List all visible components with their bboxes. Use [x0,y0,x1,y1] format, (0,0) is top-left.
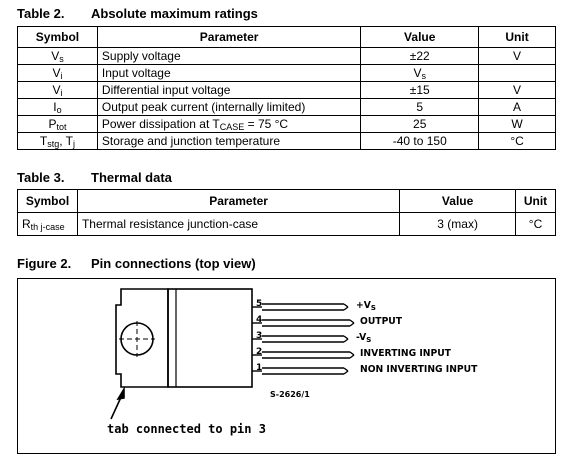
figure2-caption [17,256,256,271]
table3-symbol-cell [18,213,78,236]
pin-label-5-sub: s [370,303,376,313]
value-cell [361,82,479,99]
pin-number-2: 2 [256,347,263,357]
parameter-text: Supply voltage [101,49,181,63]
pin-label-4: OUTPUT [360,316,403,327]
symbol-cell [18,82,98,99]
table3-header-row [18,190,556,213]
table2-number: Table 2. [17,6,65,21]
symbol-sub2: j [73,139,76,149]
parameter-text: Output peak current (internally limited) [101,100,306,114]
value-cell [361,99,479,116]
tab-note: tab connected to pin 3 [107,422,266,436]
parameter-text: Input voltage [101,66,171,80]
table2-header-symbol: Symbol [18,27,98,48]
value-cell [361,48,479,65]
symbol-cell [18,48,98,65]
table-row [18,48,556,65]
unit-cell: A [479,99,556,116]
table-row [18,99,556,116]
figure2-pin-diagram [17,278,556,454]
symbol-sub: i [60,88,63,98]
figure2-number: Figure 2. [17,256,72,271]
symbol-base: T [39,134,48,148]
parameter-cell [97,82,360,99]
table2-header-unit: Unit [479,27,556,48]
value-sub: s [421,71,426,81]
parameter-cell [97,116,360,133]
symbol-base: R [22,217,31,231]
table3-parameter-cell: Thermal resistance junction-case [77,213,399,236]
symbol-sub: s [59,54,64,64]
table2-header-parameter: Parameter [97,27,360,48]
pin-label-3-text: -V [356,332,367,343]
pin-label-5-text: +V [356,300,371,311]
unit-cell: V [479,82,556,99]
table-row [18,116,556,133]
symbol-sub: tot [56,122,67,132]
parameter-cell [97,65,360,82]
parameter-post: = 75 °C [244,117,289,131]
symbol-cell [18,116,98,133]
value-text: 25 [413,117,427,131]
table2-title: Absolute maximum ratings [91,6,258,21]
symbol-cell [18,65,98,82]
symbol-sub: i [60,71,63,81]
symbol-extra: , T [59,134,74,148]
table-row [18,82,556,99]
value-cell [361,133,479,150]
drawing-code: S-2626/1 [270,390,310,399]
pin-number-5: 5 [256,299,263,309]
pin-label-3-sub: s [366,335,372,345]
symbol-base: I [53,100,57,114]
unit-cell [479,65,556,82]
value-cell [361,116,479,133]
table3-header-parameter: Parameter [77,190,399,213]
value-text: V [413,66,422,80]
parameter-text: Power dissipation at T [101,117,220,131]
parameter-sub: CASE [219,122,245,132]
symbol-sub: o [56,105,62,115]
parameter-text: Storage and junction temperature [101,134,281,148]
value-text: ±15 [409,83,430,97]
table3-number: Table 3. [17,170,65,185]
pin-label-1: NON INVERTING INPUT [360,364,478,375]
symbol-base: V [52,83,61,97]
table2-header-row [18,27,556,48]
pin-number-4: 4 [256,315,263,325]
unit-cell: °C [479,133,556,150]
table-row [18,213,556,236]
symbol-base: P [48,117,57,131]
symbol-cell [18,133,98,150]
table2-header-value: Value [361,27,479,48]
table3-title: Thermal data [91,170,172,185]
figure2-title: Pin connections (top view) [91,256,256,271]
table2-absolute-max-ratings [17,26,556,150]
table3-header-value: Value [400,190,516,213]
table-row [18,65,556,82]
parameter-text: Differential input voltage [101,83,231,97]
unit-cell: W [479,116,556,133]
table2-caption [17,6,258,21]
value-text: -40 to 150 [392,134,447,148]
table3-value-cell: 3 (max) [400,213,516,236]
pin-number-3: 3 [256,331,263,341]
table3-header-unit: Unit [516,190,556,213]
parameter-cell [97,99,360,116]
pin-label-3 [356,332,371,343]
symbol-cell [18,99,98,116]
symbol-sub: stg [47,139,60,149]
table-row [18,133,556,150]
table3-caption [17,170,172,185]
parameter-cell [97,133,360,150]
value-cell [361,65,479,82]
symbol-base: V [51,49,60,63]
value-text: 5 [416,100,424,114]
symbol-sub: th j-case [30,222,65,232]
pin-number-1: 1 [256,363,263,373]
symbol-base: V [52,66,61,80]
unit-cell: V [479,48,556,65]
pin-label-5 [356,300,376,311]
table3-thermal-data [17,189,556,236]
parameter-cell [97,48,360,65]
table3-unit-cell: °C [516,213,556,236]
pin-label-2: INVERTING INPUT [360,348,451,359]
value-text: ±22 [409,49,430,63]
table3-header-symbol: Symbol [18,190,78,213]
